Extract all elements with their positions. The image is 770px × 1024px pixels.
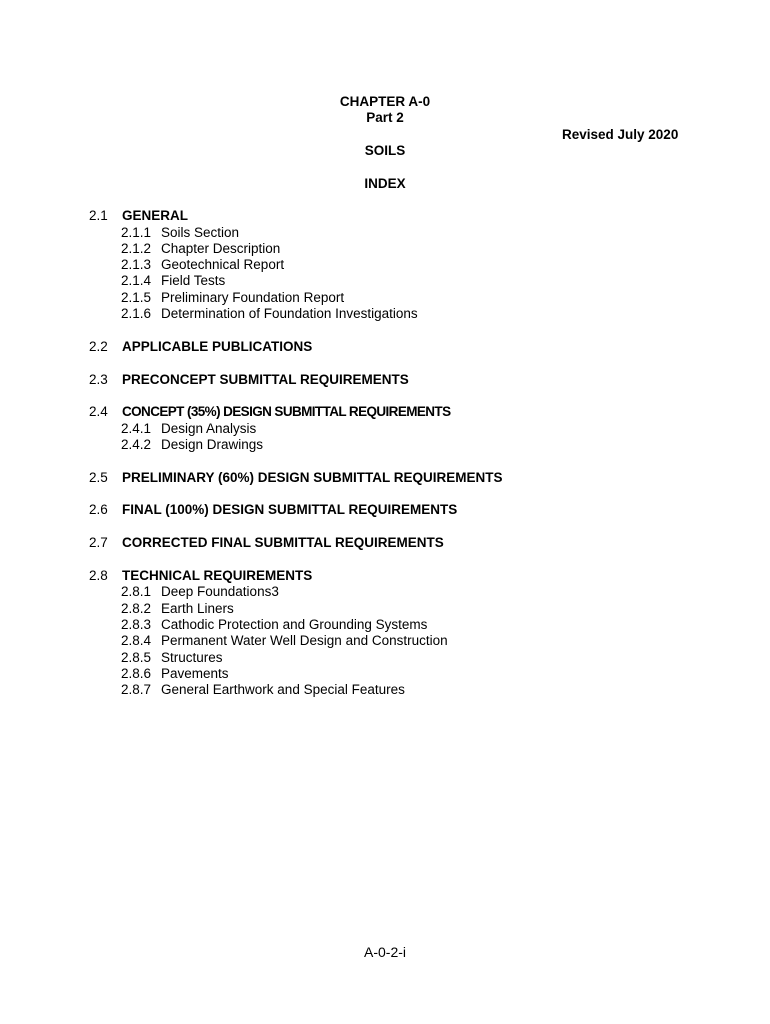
- index-title: INDEX: [364, 176, 406, 191]
- subsection-title: Soils Section: [161, 225, 240, 240]
- subsection-title: Design Drawings: [161, 437, 264, 452]
- subsection-number: 2.1.2: [121, 241, 152, 256]
- page-number: A-0-2-i: [363, 944, 407, 960]
- subsection-number: 2.8.2: [121, 601, 152, 616]
- section-title: APPLICABLE PUBLICATIONS: [122, 339, 313, 354]
- section-title: TECHNICAL REQUIREMENTS: [122, 568, 313, 583]
- subsection-title: Pavements: [161, 666, 229, 681]
- section-title: PRELIMINARY (60%) DESIGN SUBMITTAL REQUIREMENTS: [122, 470, 503, 485]
- section-number: 2.2: [89, 339, 108, 354]
- chapter-title: CHAPTER A-0: [339, 94, 431, 109]
- subsection-number: 2.8.7: [121, 682, 152, 697]
- subsection-number: 2.1.3: [121, 257, 152, 272]
- part-title: Part 2: [366, 110, 404, 125]
- section-number: 2.1: [89, 208, 108, 223]
- subsection-number: 2.4.2: [121, 437, 152, 452]
- section-title: CORRECTED FINAL SUBMITTAL REQUIREMENTS: [122, 535, 444, 550]
- section-number: 2.3: [89, 372, 108, 387]
- subsection-title: Chapter Description: [161, 241, 281, 256]
- subsection-number: 2.1.1: [121, 225, 152, 240]
- subject-title: SOILS: [364, 143, 406, 158]
- revised-date: Revised July 2020: [562, 127, 679, 142]
- subsection-number: 2.8.1: [121, 584, 152, 599]
- subsection-title: Geotechnical Report: [161, 257, 285, 272]
- section-number: 2.7: [89, 535, 108, 550]
- subsection-title: Earth Liners: [161, 601, 234, 616]
- subsection-title: Field Tests: [161, 273, 226, 288]
- section-number: 2.5: [89, 470, 108, 485]
- subsection-number: 2.8.3: [121, 617, 152, 632]
- subsection-number: 2.1.5: [121, 290, 152, 305]
- subsection-title: General Earthwork and Special Features: [161, 682, 405, 697]
- subsection-title: Deep Foundations3: [161, 584, 279, 599]
- section-title: FINAL (100%) DESIGN SUBMITTAL REQUIREMENTS: [122, 502, 458, 517]
- subsection-number: 2.8.5: [121, 650, 152, 665]
- section-title: PRECONCEPT SUBMITTAL REQUIREMENTS: [122, 372, 409, 387]
- subsection-number: 2.1.6: [121, 306, 152, 321]
- subsection-title: Structures: [161, 650, 223, 665]
- subsection-title: Cathodic Protection and Grounding Systems: [161, 617, 428, 632]
- section-number: 2.6: [89, 502, 108, 517]
- subsection-title: Permanent Water Well Design and Construction: [161, 633, 448, 648]
- section-title: CONCEPT (35%) DESIGN SUBMITTAL REQUIREMENTS: [122, 404, 451, 419]
- subsection-title: Determination of Foundation Investigations: [161, 306, 418, 321]
- section-number: 2.4: [89, 404, 108, 419]
- subsection-title: Preliminary Foundation Report: [161, 290, 345, 305]
- subsection-number: 2.4.1: [121, 421, 152, 436]
- subsection-number: 2.8.4: [121, 633, 152, 648]
- section-number: 2.8: [89, 568, 108, 583]
- subsection-number: 2.8.6: [121, 666, 152, 681]
- subsection-number: 2.1.4: [121, 273, 152, 288]
- section-title: GENERAL: [122, 208, 189, 223]
- subsection-title: Design Analysis: [161, 421, 257, 436]
